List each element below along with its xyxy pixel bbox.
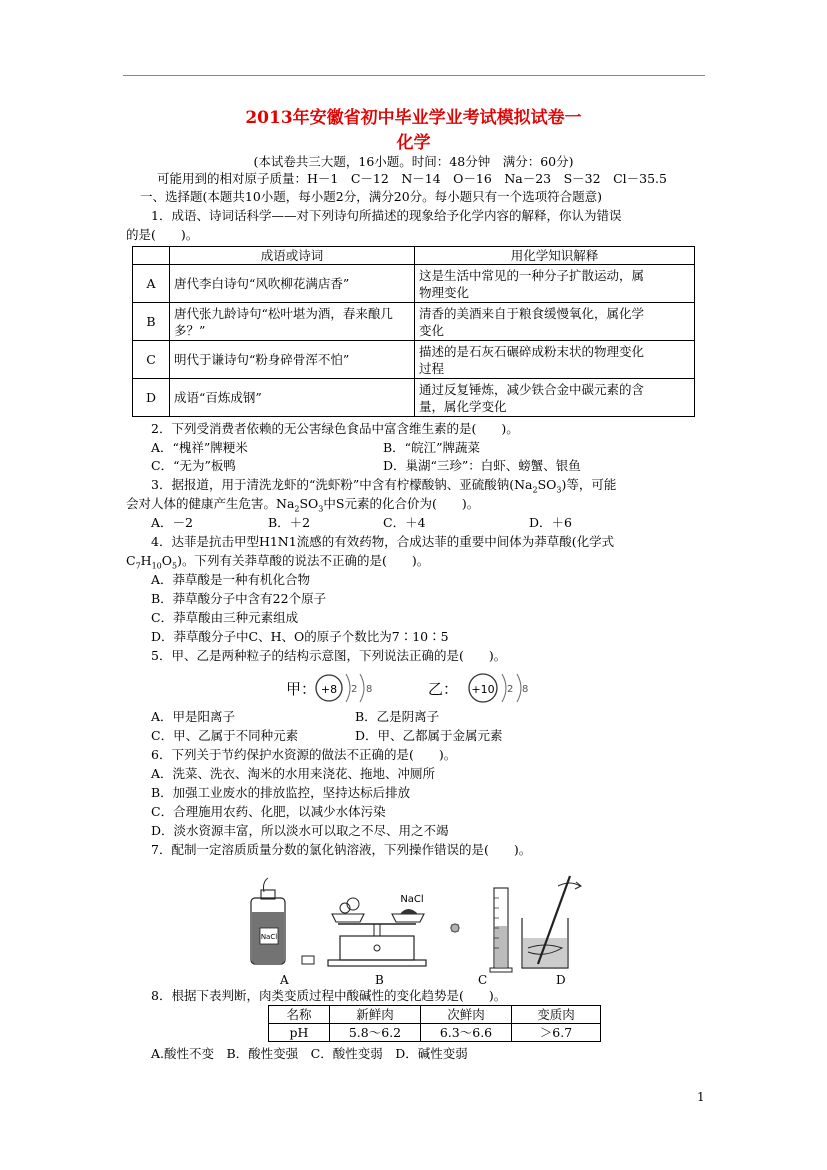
jia-label: 甲： [286, 680, 317, 698]
yi-nucleus-charge: +10 [471, 683, 495, 696]
section-heading: 一、选择题(本题共10小题，每小题2分，满分20分。每小题只有一个选项符合题意) [140, 189, 603, 204]
q8-header: 次鲜肉 [421, 1006, 512, 1024]
yi-shell2-electrons: 8 [522, 684, 529, 695]
jia-nucleus-charge: +8 [320, 683, 338, 696]
q1-row-label: D [133, 379, 170, 417]
q1-row-poem: 成语“百炼成钢” [170, 379, 415, 417]
q1-row-label: C [133, 341, 170, 379]
q8-stem: 8．根据下表判断，肉类变质过程中酸碱性的变化趋势是( )。 [151, 988, 507, 1003]
q5-option-c: C．甲、乙属于不同种元素 [151, 728, 299, 743]
figure-label-a: A [280, 973, 289, 987]
q1-row-explain: 通过反复锤炼，减少铁合金中碳元素的含 量，属化学变化 [415, 379, 695, 417]
q8-options: A.酸性不变 B．酸性变强 C．酸性变弱 D．碱性变弱 [151, 1046, 468, 1061]
q8-header: 名称 [269, 1006, 330, 1024]
figure-label-b: B [375, 973, 384, 987]
q8-header: 变质肉 [512, 1006, 601, 1024]
q1-header-explain: 用化学知识解释 [415, 247, 695, 265]
q4-option-b: B．莽草酸分子中含有22个原子 [151, 591, 327, 606]
bottle-label: NaCl [260, 933, 278, 941]
q3-option-b: B．＋2 [268, 515, 311, 530]
q4-stem-line1: 4．达菲是抗击甲型H1N1流感的有效药物，合成达菲的重要中间体为莽草酸(化学式 [151, 534, 615, 549]
beaker-stirring-icon [522, 876, 581, 968]
figure-label-d: D [556, 973, 566, 987]
page-number: 1 [697, 1090, 705, 1104]
q1-table [132, 246, 695, 417]
q5-option-d: D．甲、乙都属于金属元素 [355, 728, 503, 743]
q1-header-poem: 成语或诗词 [170, 247, 415, 265]
q6-stem: 6．下列关于节约保护水资源的做法不正确的是( )。 [151, 747, 457, 762]
q7-stem: 7．配制一定溶质质量分数的氯化钠溶液，下列操作错误的是( )。 [151, 842, 532, 857]
q3-option-c: C．＋4 [383, 515, 426, 530]
exam-title: 2013年安徽省初中毕业学业考试模拟试卷一 [245, 108, 582, 128]
q1-row-poem: 唐代张九龄诗句“松叶堪为酒，春来酿几多？” [170, 303, 415, 341]
q1-stem-line1: 1．成语、诗词话科学——对下列诗句所描述的现象给予化学内容的解释，你认为错误 [151, 208, 622, 223]
q2-option-a: A．“槐祥”牌粳米 [151, 440, 248, 455]
q4-option-c: C．莽草酸由三种元素组成 [151, 610, 299, 625]
q2-option-c: C．“无为”板鸭 [151, 458, 236, 473]
q8-row-label: pH [269, 1024, 330, 1042]
yi-shell2-icon [517, 674, 521, 702]
q8-ph-value: 5.8～6.2 [330, 1024, 421, 1042]
q6-option-b: B．加强工业废水的排放监控，坚持达标后排放 [151, 785, 411, 800]
yi-shell1-icon [502, 674, 506, 702]
q1-row-poem: 唐代李白诗句“风吹柳花满店香” [170, 265, 415, 303]
q4-option-a: A．莽草酸是一种有机化合物 [151, 572, 311, 587]
q8-ph-value: ＞6.7 [512, 1024, 601, 1042]
q8-header: 新鲜肉 [330, 1006, 421, 1024]
balance-label: NaCl [400, 894, 424, 905]
subject-title: 化学 [396, 133, 431, 153]
jia-shell1-icon [346, 674, 350, 702]
q5-atom-diagrams [280, 668, 550, 708]
q7-apparatus-figure [240, 868, 590, 980]
q1-row-explain: 描述的是石灰石碾碎成粉末状的物理变化 过程 [415, 341, 695, 379]
q2-option-b: B．“皖江”牌蔬菜 [383, 440, 480, 455]
q4-stem-line2: $C_7H_{10}O_5$)。下列有关莽草酸的说法不正确的是( )。 [126, 553, 430, 571]
jia-shell2-icon [360, 674, 364, 702]
jia-shell2-electrons: 8 [366, 684, 373, 695]
q8-ph-table [268, 1005, 601, 1042]
q3-option-a: A．－2 [151, 515, 193, 530]
balance-icon [328, 894, 426, 966]
q4-option-d: D．莽草酸分子中C、H、O的原子个数比为7∶10∶5 [151, 629, 449, 644]
figure-label-c: C [478, 973, 488, 987]
q5-option-a: A．甲是阳离子 [151, 709, 236, 724]
yi-shell1-electrons: 2 [507, 684, 514, 695]
q2-option-d: D．巢湖“三珍”：白虾、螃蟹、银鱼 [383, 458, 581, 473]
q1-row-poem: 明代于谦诗句“粉身碎骨浑不怕” [170, 341, 415, 379]
q6-option-d: D．淡水资源丰富，所以淡水可以取之不尽、用之不竭 [151, 823, 449, 838]
jia-shell1-electrons: 2 [351, 684, 358, 695]
q1-row-label: A [133, 265, 170, 303]
q1-row-explain: 这是生活中常见的一种分子扩散运动，属 物理变化 [415, 265, 695, 303]
q5-stem: 5．甲、乙是两种粒子的结构示意图，下列说法正确的是( )。 [151, 648, 507, 663]
exam-info: (本试卷共三大题，16小题。时间：48分钟 满分：60分) [253, 154, 574, 169]
yi-label: 乙： [428, 680, 459, 698]
q1-stem-line2: 的是( )。 [126, 227, 199, 242]
q5-option-b: B．乙是阴离子 [355, 709, 440, 724]
q1-row-explain: 清香的美酒来自于粮食缓慢氧化，属化学 变化 [415, 303, 695, 341]
q6-option-a: A．洗菜、洗衣、淘米的水用来浇花、拖地、冲厕所 [151, 766, 436, 781]
header-rule [123, 75, 705, 76]
q3-option-d: D．＋6 [529, 515, 572, 530]
graduated-cylinder-icon [451, 888, 512, 972]
q2-stem: 2．下列受消费者依赖的无公害绿色食品中富含维生素的是( )。 [151, 421, 519, 436]
atomic-masses: 可能用到的相对原子质量：H－1 C－12 N－14 O－16 Na－23 S－32 Cl－35.5 [157, 171, 667, 186]
q3-stem-line1: 3．据报道，用于清洗龙虾的“洗虾粉”中含有柠檬酸钠、亚硫酸钠$(Na_2SO_3)$等，可能 [151, 477, 617, 495]
q6-option-c: C．合理施用农药、化肥，以减少水体污染 [151, 804, 386, 819]
reagent-bottle-icon [251, 878, 314, 964]
q1-row-label: B [133, 303, 170, 341]
q8-ph-value: 6.3～6.6 [421, 1024, 512, 1042]
q3-stem-line2: 会对人体的健康产生危害。$Na_2SO_3$中S元素的化合价为( )。 [126, 496, 480, 514]
